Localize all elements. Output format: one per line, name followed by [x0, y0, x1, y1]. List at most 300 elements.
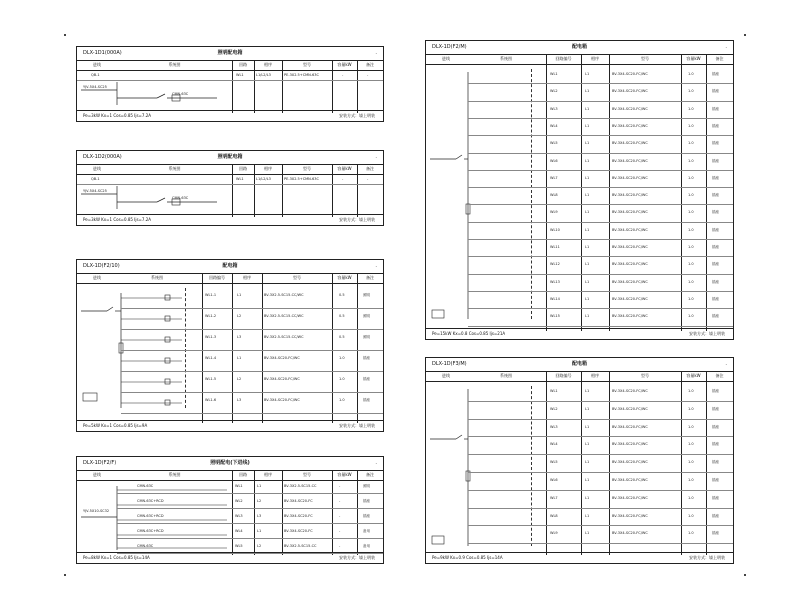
row-cell: 1.0 [688, 389, 694, 393]
row-cell: WL7 [550, 175, 558, 180]
table-header [77, 164, 383, 175]
row-cell: 0.5 [339, 314, 345, 318]
table-row-divider [468, 490, 733, 491]
row-cell: BV-3X4-SC20-FC/WC [612, 513, 648, 518]
col-header: 备注 [366, 62, 374, 67]
col-header: 系统图 [500, 56, 512, 61]
row-cell: WL6 [550, 478, 558, 482]
panel-mark: . [725, 44, 727, 50]
row-cell: 1.0 [688, 495, 694, 500]
col-header: 回路编号 [555, 56, 572, 61]
row-cell: 插座 [363, 377, 370, 381]
table-row-divider [468, 436, 733, 437]
row-cell: WL2 [550, 89, 558, 94]
feeder-label: YJV-5X4-SC25 [83, 189, 107, 193]
row-cell: WL3 [550, 424, 558, 429]
footer-params: Pe=8kW Kx=1 Cos=0.85 Ijs=14A [83, 555, 150, 560]
row-cell: L1 [585, 89, 590, 94]
row-cell: BV-3X4-SC20-FC/WC [612, 158, 648, 163]
row-cell: - [339, 514, 341, 518]
row-cell: L1 [237, 356, 242, 360]
row-cell: 照明 [363, 484, 370, 488]
col-header: 进线 [93, 472, 101, 477]
table-row-divider [468, 101, 733, 102]
circuit-diagram [426, 64, 546, 324]
row-cell: WL2 [235, 499, 243, 503]
row-cell: 插座 [712, 314, 719, 319]
table-row-divider [121, 413, 383, 414]
row-cell: WL5 [235, 544, 243, 548]
panel-code: DLX-1D(F2/F) [83, 460, 117, 466]
table-row-divider [468, 239, 733, 240]
row-cell: BV-3X4-SC20-FC/WC [612, 210, 648, 215]
col-header: 系统图 [168, 62, 181, 67]
row-cell: BV-3X4-SC20-FC [284, 499, 313, 503]
row-cell: BV-3X2.5-SC15-CC [284, 484, 317, 488]
row-cell: WL4 [550, 442, 558, 447]
row-cell: L1 [585, 72, 590, 76]
row-cell: 1.0 [688, 141, 694, 146]
row-cell: BV-3X4-SC20-FC/WC [612, 175, 648, 180]
row-cell: 插座 [712, 478, 719, 482]
row-cell: WL8 [550, 193, 558, 198]
row-cell: 1.0 [688, 227, 694, 232]
row-cell: L1 [585, 158, 590, 163]
row-cell: 插座 [712, 262, 719, 267]
row-cell: BV-3X4-SC20-FC/WC [264, 377, 300, 381]
row-cell: 1.0 [688, 210, 694, 215]
row-cell: L1 [585, 442, 590, 447]
row-cell: WL6 [550, 158, 558, 163]
row-cell: BV-3X4-SC20-FC/WC [612, 245, 648, 249]
row-cell: 插座 [712, 141, 719, 146]
table-row-divider [468, 204, 733, 205]
row-cell: WL4 [550, 123, 558, 128]
footer-install: 安装方式：墙上明装 [339, 423, 375, 428]
row-cell: 插座 [712, 442, 719, 447]
row-cell: BV-3X4-SC20-FC/WC [612, 314, 648, 319]
panel-4 [76, 456, 384, 564]
col-header: 系统图 [151, 275, 163, 280]
row-cell: BV-3X2.5-SC15-CC/WC [264, 314, 304, 318]
table-row-divider [468, 454, 733, 455]
row-cell: 插座 [712, 193, 719, 198]
footer-params: Pe=5kW Kx=1 Cos=0.85 Ijs=9A [83, 423, 148, 428]
row-cell: L1 [585, 106, 590, 111]
panel-title [426, 41, 733, 55]
row-cell: L1 [585, 314, 590, 319]
panel-name: 照明配电箱 [217, 154, 243, 160]
footer-params: Pe=3kW Kx=1 Cos=0.85 Ijs=7.2A [83, 113, 152, 118]
row-cell: WL14 [550, 296, 560, 301]
panel-title [77, 47, 383, 61]
row-cell: L1 [585, 424, 590, 429]
row-cell: WL1-3 [205, 335, 217, 339]
sheet-corner-dot [744, 574, 746, 576]
table-row-divider [468, 419, 733, 420]
row-cell: 1.0 [688, 314, 694, 319]
table-row-divider [121, 350, 383, 351]
circuit-diagram [77, 283, 202, 413]
panel-mark: . [725, 361, 727, 367]
col-header: 容量kW [337, 472, 352, 477]
row-cell: BV-3X4-SC20-FC/WC [612, 89, 648, 94]
row-cell: BV-3X4-SC20-FC/WC [612, 406, 648, 411]
row-cell: WL1 [236, 177, 244, 181]
row-cell: WL10 [550, 227, 560, 232]
row-cell: 1.0 [688, 262, 694, 267]
col-header: 相序 [591, 56, 599, 61]
row-cell: WL9 [550, 210, 558, 215]
row-cell: 插座 [712, 227, 719, 232]
row-cell: BV-3X4-SC20-FC/WC [612, 424, 648, 429]
panel-title [426, 358, 733, 372]
row-cell: BV-3X4-SC20-FC/WC [612, 106, 648, 111]
sheet-corner-dot [64, 34, 66, 36]
col-header: 容量kW [686, 373, 701, 378]
panel-code: DLX-1D(F2/10) [83, 263, 120, 269]
table-row-divider [468, 401, 733, 402]
panel-title [77, 260, 383, 274]
row-cell: QB-1 [91, 73, 100, 77]
row-cell: 1.0 [688, 106, 694, 111]
row-cell: BV-3X4-SC20-FC/WC [612, 442, 648, 447]
col-header: 备注 [715, 373, 724, 378]
row-cell: WL12 [550, 262, 560, 267]
sheet-corner-dot [744, 34, 746, 36]
row-cell: 1.0 [688, 158, 694, 163]
row-cell: 1.0 [339, 356, 345, 360]
row-cell: 1.0 [688, 123, 694, 128]
circuit-diagram [77, 80, 232, 110]
row-cell: 插座 [712, 210, 719, 215]
row-cell: 1.0 [688, 72, 694, 76]
row-cell: 插座 [363, 398, 370, 402]
table-row-divider [468, 525, 733, 526]
row-cell: 1.0 [688, 442, 694, 447]
col-header: 相序 [264, 62, 272, 67]
panel-code: DLX-1D(F3/M) [432, 361, 467, 367]
row-cell: L3 [237, 335, 242, 339]
row-cell: 插座 [363, 356, 370, 360]
row-cell: L2 [257, 499, 262, 503]
row-cell: 照明 [363, 335, 370, 339]
panel-name: 照明配电(下进线) [210, 460, 250, 466]
footer-params: Pe=9kW Kx=0.9 Cos=0.85 Ijs=14A [432, 555, 503, 560]
row-cell: WL1 [235, 484, 243, 488]
row-cell: WL1-5 [205, 377, 217, 381]
row-cell: 1.0 [688, 406, 694, 411]
table-row-divider [468, 508, 733, 509]
row-cell: BV-3X4-SC20-FC [284, 514, 313, 518]
row-cell: WL1 [236, 73, 244, 77]
row-cell: L1 [585, 175, 590, 180]
panel-name: 配电箱 [571, 361, 587, 367]
row-cell: BV-3X4-SC20-FC/WC [264, 356, 300, 360]
table-row-divider [468, 326, 733, 327]
footer-install: 安装方式：墙上明装 [689, 331, 725, 336]
row-cell: - [367, 177, 369, 181]
row-cell: CMN-63C [137, 484, 154, 488]
row-cell: 插座 [712, 245, 719, 249]
row-cell: BV-3X2.5-SC15-CC/WC [264, 335, 304, 339]
row-cell: WL1 [550, 389, 558, 393]
panel-mark: . [375, 50, 377, 56]
col-header: 备注 [715, 56, 724, 61]
row-cell: L1 [585, 296, 590, 301]
col-header: 进线 [442, 373, 450, 378]
circuit-diagram [426, 381, 546, 556]
panel-footer [77, 214, 383, 225]
row-cell: L1 [585, 531, 590, 536]
col-header: 容量kW [337, 166, 352, 171]
row-cell: L1 [257, 484, 262, 488]
col-header: 系统图 [500, 373, 512, 378]
row-cell: 照明 [363, 293, 370, 297]
row-cell: 1.0 [339, 398, 345, 402]
table-row-divider [121, 392, 383, 393]
table-row-divider [468, 83, 733, 84]
row-cell: 1.0 [688, 460, 694, 465]
row-cell: WL8 [550, 513, 558, 518]
panel-code: DLX-1D2(000A) [83, 154, 122, 160]
footer-install: 安装方式：墙上明装 [339, 217, 375, 222]
row-cell: 插座 [712, 531, 719, 536]
row-cell: BV-3X4-SC20-FC/WC [612, 460, 648, 465]
col-header: 型号 [641, 56, 649, 61]
col-header: 相序 [243, 275, 251, 280]
row-cell: 1.0 [688, 513, 694, 518]
footer-install: 安装方式：墙上明装 [339, 113, 375, 118]
table-header [77, 60, 383, 71]
panel-footer [426, 328, 733, 339]
circuit-diagram [77, 184, 232, 214]
row-cell: BV-3X2.5-SC15-CC/WC [264, 293, 304, 297]
table-row-divider [468, 291, 733, 292]
row-cell: BV-3X4-SC20-FC/WC [612, 262, 648, 267]
table-row-divider [468, 274, 733, 275]
col-header: 系统图 [168, 166, 181, 171]
col-header: 回路 [239, 62, 247, 67]
row-cell: WL1-6 [205, 398, 217, 402]
row-cell: 备用 [363, 529, 370, 533]
row-cell: WL1-4 [205, 356, 217, 360]
row-cell: 1.0 [688, 478, 694, 482]
row-cell: 1.0 [688, 175, 694, 180]
table-row-divider [468, 543, 733, 544]
row-cell: PE-3X2.5+CMN-63C [284, 73, 319, 77]
row-cell: L1 [585, 389, 590, 393]
row-cell: L1 [585, 279, 590, 284]
col-header: 进线 [442, 56, 450, 61]
row-cell: WL13 [550, 279, 560, 284]
col-header: 进线 [93, 275, 101, 280]
table-row-divider [468, 222, 733, 223]
panel-footer [426, 552, 733, 563]
row-cell: 插座 [712, 296, 719, 301]
col-header: 回路编号 [209, 275, 225, 280]
row-cell: BV-3X2.5-SC15-CC [284, 544, 317, 548]
col-header: 回路 [239, 472, 247, 477]
row-cell: L1 [585, 245, 590, 249]
breaker-label: CMN-63C [172, 92, 189, 96]
panel-mark: . [375, 263, 377, 269]
col-header: 进线 [93, 166, 101, 171]
table-row-divider [468, 472, 733, 473]
row-cell: WL11 [550, 245, 560, 249]
row-cell: 插座 [712, 158, 719, 163]
col-header: 容量kW [686, 56, 701, 61]
row-cell: WL1-1 [205, 293, 217, 297]
footer-params: Pe=15kW Kx=0.8 Cos=0.85 Ijs=21A [432, 331, 506, 336]
row-cell: QB-1 [91, 177, 100, 181]
row-cell: WL7 [550, 495, 558, 500]
row-cell: L3 [237, 398, 242, 402]
col-header: 相序 [591, 373, 599, 378]
row-cell: 1.0 [688, 424, 694, 429]
panel-6 [425, 357, 734, 564]
table-row-divider [117, 493, 383, 494]
col-header: 相序 [264, 472, 272, 477]
table-row-divider [121, 308, 383, 309]
row-cell: WL9 [550, 531, 558, 536]
row-cell: BV-3X4-SC20-FC/WC [612, 279, 648, 284]
row-cell: L2 [237, 314, 242, 318]
row-cell: 插座 [712, 424, 719, 429]
row-cell: L1 [585, 227, 590, 232]
panel-1 [76, 46, 384, 122]
panel-footer [77, 110, 383, 121]
row-cell: WL5 [550, 141, 558, 146]
row-cell: L1 [585, 513, 590, 518]
col-header: 回路编号 [555, 373, 572, 378]
panel-name: 照明配电箱 [217, 50, 243, 56]
col-header: 型号 [303, 62, 311, 67]
row-cell: L1 [237, 293, 242, 297]
row-cell: L1 [257, 529, 262, 533]
row-cell: CMN-63C+RCD [137, 499, 164, 503]
row-cell: - [339, 544, 341, 548]
row-cell: 插座 [712, 89, 719, 94]
row-cell: CMN-63C+RCD [137, 529, 164, 533]
breaker-label: CMN-63C [172, 196, 189, 200]
panel-name: 配电箱 [222, 263, 238, 269]
col-header: 回路 [239, 166, 247, 171]
panel-5 [425, 40, 734, 340]
panel-code: DLX-1D1(000A) [83, 50, 122, 56]
feeder-label: YJV-5X4-SC25 [83, 85, 107, 89]
row-cell: 1.0 [688, 193, 694, 198]
row-cell: 插座 [712, 106, 719, 111]
col-header: 容量kW [337, 275, 352, 280]
row-cell: L1 [585, 193, 590, 198]
col-header: 相序 [264, 166, 272, 171]
row-cell: BV-3X4-SC20-FC/WC [264, 398, 300, 402]
row-cell: 插座 [712, 279, 719, 284]
panel-code: DLX-1D(F2/M) [432, 44, 467, 50]
table-row-divider [117, 523, 383, 524]
col-header: 备注 [366, 472, 374, 477]
footer-install: 安装方式：墙上明装 [339, 555, 375, 560]
panel-2 [76, 150, 384, 226]
row-cell: BV-3X4-SC20-FC/WC [612, 531, 648, 536]
row-cell: 插座 [363, 499, 370, 503]
row-cell: L1 [585, 478, 590, 482]
table-row-divider [121, 329, 383, 330]
col-header: 型号 [293, 275, 301, 280]
row-cell: BV-3X4-SC20-FC/WC [612, 296, 648, 301]
row-cell: BV-3X4-SC20-FC/WC [612, 123, 648, 128]
row-cell: 插座 [712, 389, 719, 393]
row-cell: 1.0 [688, 531, 694, 536]
row-cell: BV-3X4-SC20-FC/WC [612, 193, 648, 198]
table-row-divider [468, 153, 733, 154]
row-cell: CMN-63C+RCD [137, 514, 164, 518]
row-cell: WL2 [550, 406, 558, 411]
row-cell: WL1 [550, 72, 558, 76]
row-cell: 1.0 [339, 377, 345, 381]
panel-title [77, 151, 383, 165]
row-cell: 插座 [712, 175, 719, 180]
row-cell: L1 [585, 210, 590, 215]
col-header: 备注 [366, 166, 374, 171]
row-cell: BV-3X4-SC20-FC/WC [612, 227, 648, 232]
row-cell: PE-3X2.5+CMN-63C [284, 177, 319, 181]
row-cell: 1.0 [688, 89, 694, 94]
row-cell: WL3 [550, 106, 558, 111]
row-cell: BV-3X4-SC20-FC/WC [612, 495, 648, 500]
row-cell: L3 [257, 514, 262, 518]
row-cell: 插座 [712, 72, 719, 76]
row-cell: 插座 [712, 495, 719, 500]
table-row-divider [468, 135, 733, 136]
row-cell: WL4 [235, 529, 243, 533]
table-row-divider [468, 256, 733, 257]
row-cell: - [342, 177, 344, 181]
row-cell: WL15 [550, 314, 560, 319]
feeder-label: YJV-5X10-SC32 [83, 509, 110, 513]
row-cell: 0.5 [339, 335, 345, 339]
row-cell: L1 [585, 262, 590, 267]
row-cell: 1.0 [688, 279, 694, 284]
row-cell: L1 [585, 495, 590, 500]
row-cell: L1 [585, 406, 590, 411]
row-cell: L1/L2/L3 [256, 73, 271, 77]
panel-mark: . [375, 460, 377, 466]
row-cell: - [339, 529, 341, 533]
col-header: 进线 [93, 62, 101, 67]
row-cell: - [367, 73, 369, 77]
panel-name: 配电箱 [571, 44, 587, 50]
panel-3 [76, 259, 384, 432]
row-cell: WL3 [235, 514, 243, 518]
col-header: 型号 [641, 373, 649, 378]
col-header: 型号 [303, 472, 311, 477]
row-cell: BV-3X4-SC20-FC/WC [612, 72, 648, 76]
panel-title [77, 457, 383, 471]
table-row-divider [468, 187, 733, 188]
footer-params: Pe=3kW Kx=1 Cos=0.85 Ijs=7.2A [83, 217, 152, 222]
col-header: 备注 [366, 275, 374, 280]
footer-install: 安装方式：墙上明装 [689, 555, 725, 560]
row-cell: L2 [237, 377, 242, 381]
row-cell: WL1-2 [205, 314, 217, 318]
table-row-divider [117, 538, 383, 539]
row-cell: BV-3X4-SC20-FC/WC [612, 141, 648, 146]
row-cell: 备用 [363, 544, 370, 548]
row-cell: - [342, 73, 344, 77]
row-cell: L1 [585, 141, 590, 146]
